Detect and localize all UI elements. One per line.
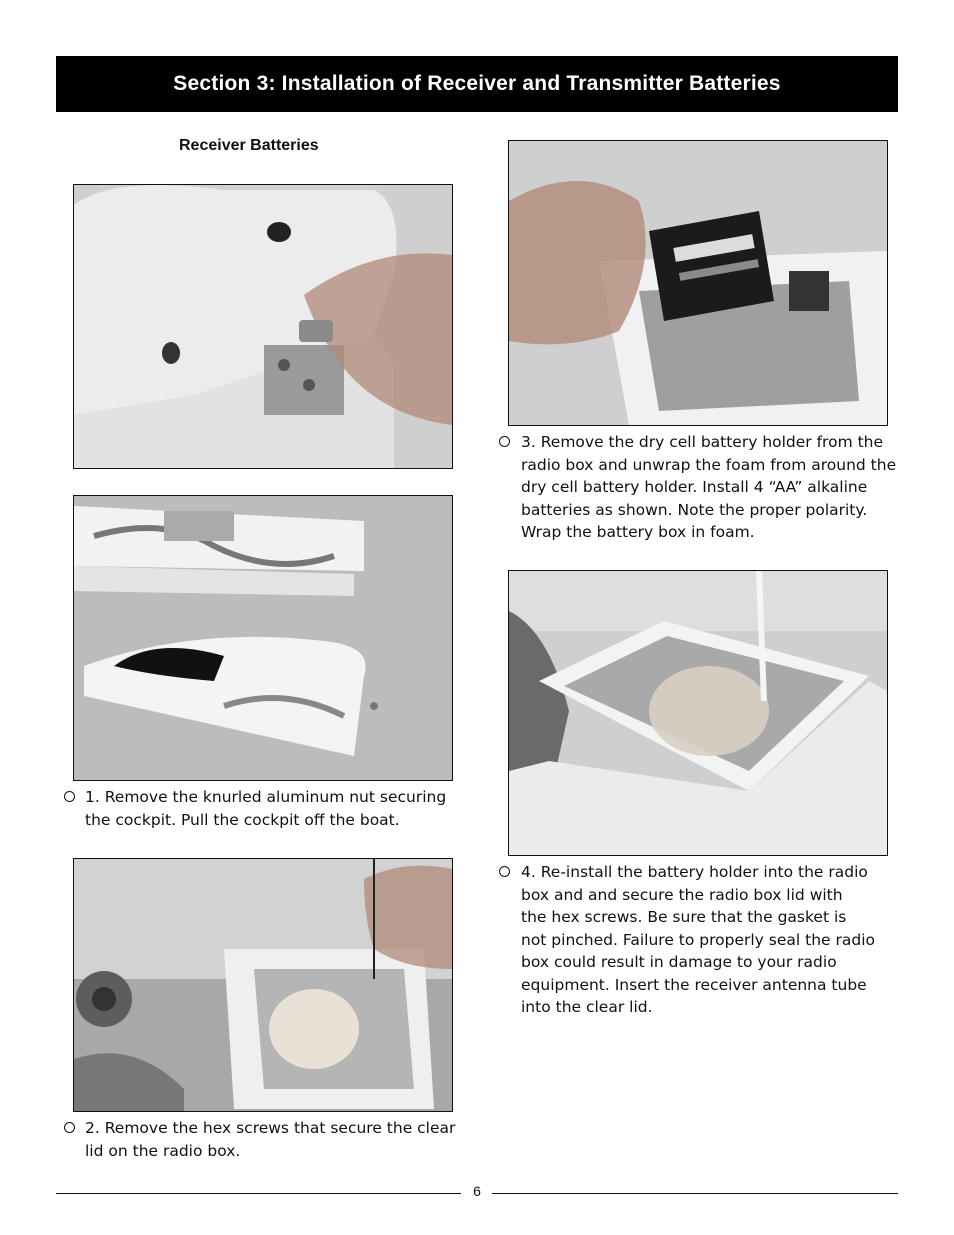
- step-3-line: dry cell battery holder. Install 4 “AA” alkaline: [521, 478, 868, 496]
- photo-battery-holder-illustration: [509, 141, 887, 425]
- step-2: [64, 1117, 455, 1162]
- photo-boat-cockpit-removed: [73, 495, 453, 781]
- section-title: Section 3: Installation of Receiver and Transmitter Batteries: [173, 72, 781, 95]
- photo-cockpit-nut-illustration: [74, 185, 452, 468]
- photo-hex-screws: [73, 858, 453, 1112]
- checkbox-icon[interactable]: [64, 791, 75, 802]
- step-1-line: the cockpit. Pull the cockpit off the boat.: [85, 810, 400, 829]
- checkbox-icon[interactable]: [499, 866, 510, 877]
- checkbox-icon[interactable]: [499, 436, 510, 447]
- photo-battery-holder: [508, 140, 888, 426]
- step-4-line: box could result in damage to your radio: [521, 953, 837, 971]
- step-4-line: the hex screws. Be sure that the gasket is: [521, 908, 847, 926]
- footer-rule-left: [56, 1193, 461, 1194]
- step-3: [499, 431, 896, 544]
- step-4-line: 4. Re-install the battery holder into the radio: [521, 863, 868, 881]
- step-3-line: radio box and unwrap the foam from around the: [521, 455, 897, 474]
- step-3-line: Wrap the battery box in foam.: [521, 523, 755, 541]
- step-4-line: box and and secure the radio box lid with: [521, 885, 843, 904]
- step-2-line: lid on the radio box.: [85, 1141, 241, 1160]
- step-4: [499, 861, 875, 1019]
- step-1: [64, 786, 446, 831]
- step-4-line: equipment. Insert the receiver antenna tube: [521, 975, 867, 994]
- page-number: 6: [473, 1183, 481, 1199]
- step-3-line: 3. Remove the dry cell battery holder from the: [521, 433, 884, 451]
- step-4-line: not pinched. Failure to properly seal the radio: [521, 930, 875, 949]
- checkbox-icon[interactable]: [64, 1122, 75, 1133]
- footer-rule-right: [492, 1193, 898, 1194]
- step-1-line: 1. Remove the knurled aluminum nut securing: [85, 788, 447, 806]
- photo-cockpit-nut: [73, 184, 453, 469]
- photo-radio-box-lid-illustration: [509, 571, 887, 855]
- photo-radio-box-lid: [508, 570, 888, 856]
- step-2-line: 2. Remove the hex screws that secure the clear: [85, 1119, 456, 1137]
- step-3-line: batteries as shown. Note the proper polarity.: [521, 500, 868, 519]
- subheading: Receiver Batteries: [179, 137, 319, 154]
- photo-boat-cockpit-removed-illustration: [74, 496, 452, 780]
- step-4-line: into the clear lid.: [521, 998, 653, 1016]
- section-title-banner: [56, 56, 898, 112]
- photo-hex-screws-illustration: [74, 859, 452, 1111]
